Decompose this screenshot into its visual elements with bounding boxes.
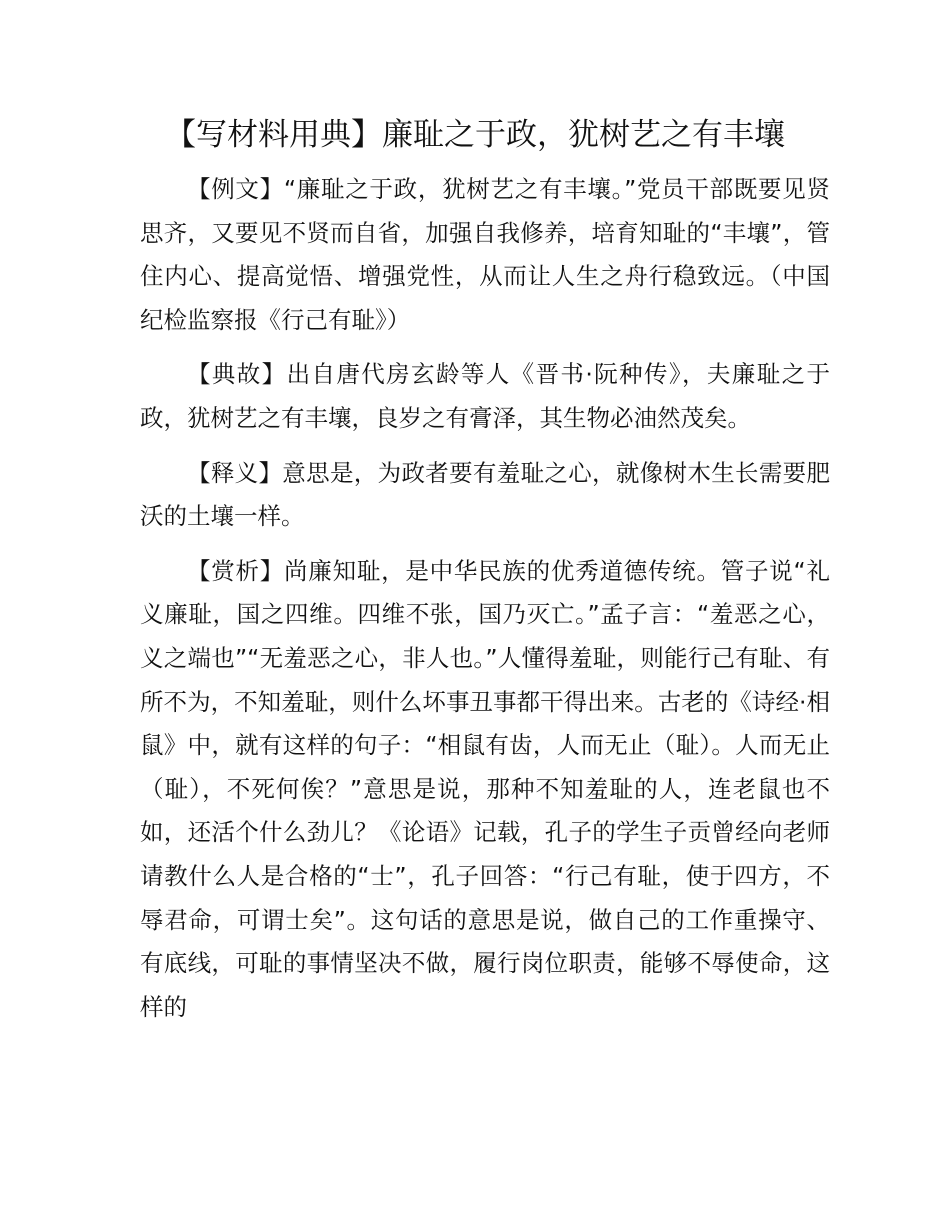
paragraph-example: 【例文】“廉耻之于政，犹树艺之有丰壤。”党员干部既要见贤思齐，又要见不贤而自省，加强自我修养，培育知耻的“丰壤”，管住内心、提高觉悟、增强党性，从而让人生之舟行稳致远。（中国纪检监察报《行己有耻》） bbox=[140, 175, 830, 334]
paragraph-appreciation: 【赏析】尚廉知耻，是中华民族的优秀道德传统。管子说“礼义廉耻，国之四维。四维不张，国乃灭亡。”孟子言：“羞恶之心，义之端也”“无羞恶之心，非人也。”人懂得羞耻，则能行己有耻、有所不为，不知羞耻，则什么坏事丑事都干得出来。古老的《诗经·相鼠》中，就有这样的句子：“相鼠有齿，人而无止（耻）。人而无止（耻），不死何俟？”意思是说，那种不知羞耻的人，连老鼠也不如，还活个什么劲儿？《论语》记载，孔子的学生子贡曾经向老师请教什么人是合格的“士”，孔子回答：“行己有耻，使于四方，不辱君命，可谓士矣”。这句话的意思是说，做自己的工作重操守、有底线，可耻的事情坚决不做，履行岗位职责，能够不辱使命，这样的 bbox=[140, 556, 830, 1021]
document-title: 【写材料用典】廉耻之于政，犹树艺之有丰壤 bbox=[165, 117, 785, 153]
paragraph-meaning: 【释义】意思是，为政者要有羞耻之心，就像树木生长需要肥沃的土壤一样。 bbox=[140, 458, 830, 531]
paragraph-allusion: 【典故】出自唐代房玄龄等人《晋书·阮种传》，夫廉耻之于政，犹树艺之有丰壤，良岁之有膏泽，其生物必油然茂矣。 bbox=[140, 360, 830, 432]
document-body bbox=[140, 168, 830, 1040]
